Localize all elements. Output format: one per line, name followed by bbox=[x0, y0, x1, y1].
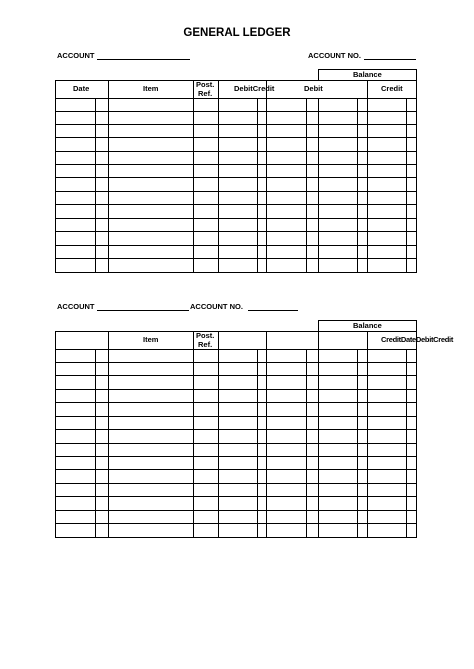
ledger1-hlines bbox=[56, 99, 417, 259]
balance-debit-column-header: Debit bbox=[304, 84, 323, 93]
ledger1-vlines bbox=[96, 81, 407, 273]
ledger-table-1 bbox=[56, 81, 417, 273]
overflow-column-headers-2: CreditDateDebitCredit bbox=[381, 335, 454, 344]
page-title: GENERAL LEDGER bbox=[183, 27, 291, 39]
account-label: ACCOUNT bbox=[57, 51, 95, 60]
account-label-2: ACCOUNT bbox=[57, 302, 95, 311]
post-ref-header-2-line2: Ref. bbox=[198, 340, 213, 349]
account-no-label: ACCOUNT NO. bbox=[308, 51, 361, 60]
account-no-label-2: ACCOUNT NO. bbox=[190, 302, 243, 311]
debit-credit-column-header: DebitCredit bbox=[234, 84, 275, 93]
post-ref-header-2-line1: Post. bbox=[196, 331, 215, 340]
item-column-header-2: Item bbox=[143, 335, 159, 344]
balance-header-2: Balance bbox=[353, 321, 382, 330]
post-ref-header-line1: Post. bbox=[196, 80, 215, 89]
item-column-header: Item bbox=[143, 84, 159, 93]
balance-credit-column-header: Credit bbox=[381, 84, 403, 93]
ledger2-hlines bbox=[56, 350, 417, 524]
date-column-header: Date bbox=[73, 84, 90, 93]
post-ref-header-line2: Ref. bbox=[198, 89, 213, 98]
balance-header-1: Balance bbox=[353, 70, 382, 79]
